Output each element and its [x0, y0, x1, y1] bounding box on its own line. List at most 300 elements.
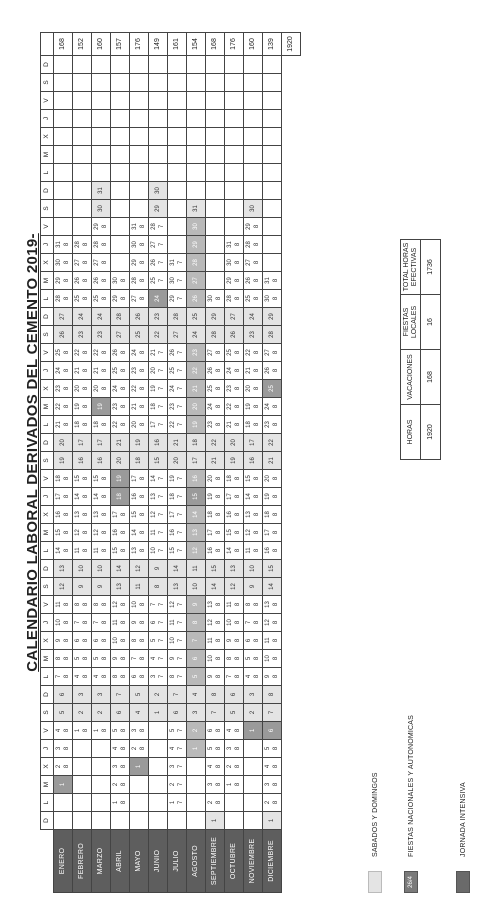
empty-cell — [225, 218, 244, 236]
intensive-swatch — [456, 871, 470, 893]
day-hours: 8 — [140, 404, 146, 409]
empty-cell — [206, 56, 225, 74]
workday-cell — [149, 362, 168, 380]
day-hours: 8 — [254, 422, 260, 427]
month-label: AGOSTO — [187, 830, 206, 893]
empty-cell — [73, 164, 92, 182]
day-hours: 8 — [254, 548, 260, 553]
vacation-day-cell — [187, 254, 206, 272]
vacation-day-cell — [187, 668, 206, 686]
day-number: 13 — [75, 511, 81, 518]
day-number: 5 — [60, 710, 66, 715]
day-hours: 8 — [235, 728, 241, 733]
weekend-day-cell — [92, 308, 111, 326]
day-hours: 8 — [83, 278, 89, 283]
weekend-day-cell — [225, 326, 244, 344]
day-number: 19 — [151, 385, 157, 392]
day-hours: 8 — [64, 296, 70, 301]
vacation-day-cell — [187, 236, 206, 254]
workday-cell — [73, 272, 92, 290]
day-hours: 7 — [159, 368, 165, 373]
empty-cell — [263, 74, 282, 92]
day-number: 12 — [265, 619, 271, 626]
legend-weekends-label: SABADOS Y DOMINGOS — [371, 772, 379, 857]
empty-cell — [149, 740, 168, 758]
empty-cell — [130, 812, 149, 830]
workday-cell — [92, 470, 111, 488]
weekday-header: S — [41, 74, 54, 92]
workday-cell — [130, 650, 149, 668]
workday-cell — [111, 776, 130, 794]
day-number: 12 — [113, 601, 119, 608]
workday-cell — [168, 254, 187, 272]
total-column-header — [41, 33, 54, 56]
workday-cell — [206, 398, 225, 416]
workday-cell — [92, 524, 111, 542]
day-number: 16 — [193, 475, 199, 482]
day-hours: 8 — [273, 494, 279, 499]
workday-cell — [206, 506, 225, 524]
empty-cell — [73, 74, 92, 92]
weekend-day-cell — [168, 308, 187, 326]
weekend-day-cell — [263, 704, 282, 722]
workday-cell — [92, 380, 111, 398]
holiday-day-cell — [111, 488, 130, 506]
day-hours: 8 — [102, 548, 108, 553]
day-number: 1 — [113, 800, 119, 805]
empty-cell — [244, 812, 263, 830]
empty-cell — [149, 128, 168, 146]
day-number: 11 — [113, 619, 119, 626]
day-number: 29 — [113, 295, 119, 302]
day-number: 17 — [56, 493, 62, 500]
weekend-day-cell — [168, 560, 187, 578]
day-number: 9 — [208, 674, 214, 679]
workday-cell — [73, 488, 92, 506]
weekend-day-cell — [130, 308, 149, 326]
empty-cell — [92, 812, 111, 830]
empty-cell — [54, 794, 73, 812]
day-hours: 8 — [102, 422, 108, 427]
day-number: 13 — [193, 529, 199, 536]
workday-cell — [168, 596, 187, 614]
day-hours: 8 — [235, 638, 241, 643]
day-hours: 8 — [83, 260, 89, 265]
workday-cell — [111, 416, 130, 434]
workday-cell — [130, 380, 149, 398]
workday-cell — [92, 416, 111, 434]
day-number: 24 — [193, 331, 199, 338]
workday-cell — [92, 650, 111, 668]
workday-cell — [73, 470, 92, 488]
weekend-day-cell — [54, 560, 73, 578]
empty-cell — [187, 776, 206, 794]
month-row — [92, 33, 111, 893]
empty-cell — [187, 92, 206, 110]
day-number: 11 — [265, 637, 271, 644]
weekend-day-cell — [187, 704, 206, 722]
day-hours: 8 — [254, 656, 260, 661]
day-hours: 8 — [273, 476, 279, 481]
day-number: 11 — [75, 547, 81, 554]
workday-cell — [111, 380, 130, 398]
workday-cell — [54, 632, 73, 650]
day-number: 20 — [246, 385, 252, 392]
day-hours: 8 — [254, 476, 260, 481]
day-number: 28 — [75, 241, 81, 248]
workday-cell — [54, 416, 73, 434]
day-number: 13 — [151, 493, 157, 500]
weekday-header: J — [41, 740, 54, 758]
workday-cell — [130, 398, 149, 416]
vacation-day-cell — [187, 650, 206, 668]
day-number: 17 — [113, 511, 119, 518]
weekend-day-cell — [130, 578, 149, 596]
day-hours: 8 — [235, 260, 241, 265]
empty-cell — [168, 200, 187, 218]
workday-cell — [263, 398, 282, 416]
day-number: 18 — [208, 511, 214, 518]
workday-cell — [54, 362, 73, 380]
workday-cell — [225, 596, 244, 614]
workday-cell — [130, 344, 149, 362]
day-number: 7 — [56, 674, 62, 679]
workday-cell — [111, 542, 130, 560]
vacation-day-cell — [187, 344, 206, 362]
workday-cell — [244, 650, 263, 668]
vacation-day-cell — [187, 524, 206, 542]
day-hours: 8 — [64, 746, 70, 751]
day-number: 22 — [170, 421, 176, 428]
month-label: JULIO — [168, 830, 187, 893]
day-hours: 8 — [64, 674, 70, 679]
weekend-day-cell — [54, 452, 73, 470]
day-hours: 8 — [216, 350, 222, 355]
weekend-day-cell — [244, 200, 263, 218]
day-hours: 8 — [121, 656, 127, 661]
workday-cell — [168, 758, 187, 776]
workday-cell — [73, 344, 92, 362]
day-hours: 8 — [235, 782, 241, 787]
day-number: 29 — [212, 313, 218, 320]
empty-cell — [168, 812, 187, 830]
workday-cell — [92, 614, 111, 632]
day-hours: 8 — [235, 530, 241, 535]
workday-cell — [73, 596, 92, 614]
empty-cell — [244, 128, 263, 146]
day-hours: 8 — [273, 368, 279, 373]
day-number: 12 — [94, 529, 100, 536]
empty-cell — [244, 164, 263, 182]
workday-cell — [111, 272, 130, 290]
day-hours: 8 — [140, 260, 146, 265]
day-number: 1 — [75, 728, 81, 733]
day-number: 28 — [269, 331, 275, 338]
legend-intensive-label: JORNADA INTENSIVA — [459, 782, 467, 857]
day-number: 20 — [132, 421, 138, 428]
month-label: FEBRERO — [73, 830, 92, 893]
workday-cell — [73, 290, 92, 308]
empty-cell — [244, 56, 263, 74]
day-number: 7 — [117, 692, 123, 697]
day-number: 12 — [151, 511, 157, 518]
weekend-day-cell — [149, 308, 168, 326]
empty-cell — [54, 218, 73, 236]
month-total-hours: 168 — [206, 33, 225, 56]
workday-cell — [263, 668, 282, 686]
empty-cell — [225, 164, 244, 182]
day-hours: 7 — [159, 620, 165, 625]
weekend-day-cell — [244, 560, 263, 578]
day-number: 1 — [212, 818, 218, 823]
vacation-day-cell — [187, 362, 206, 380]
workday-cell — [206, 524, 225, 542]
workday-cell — [149, 254, 168, 272]
workday-cell — [263, 416, 282, 434]
day-number: 20 — [117, 457, 123, 464]
day-number: 2 — [113, 782, 119, 787]
day-number: 18 — [151, 403, 157, 410]
day-number: 8 — [132, 638, 138, 643]
empty-cell — [206, 164, 225, 182]
workday-cell — [168, 776, 187, 794]
workday-cell — [54, 380, 73, 398]
day-number: 8 — [269, 692, 275, 697]
weekend-day-cell — [92, 578, 111, 596]
empty-cell — [92, 794, 111, 812]
day-number: 29 — [94, 223, 100, 230]
day-hours: 8 — [121, 620, 127, 625]
workday-cell — [168, 380, 187, 398]
workday-cell — [225, 668, 244, 686]
weekday-header: X — [41, 128, 54, 146]
day-hours: 7 — [178, 746, 184, 751]
workday-cell — [54, 470, 73, 488]
workday-cell — [168, 794, 187, 812]
day-hours: 8 — [64, 764, 70, 769]
day-number: 16 — [79, 457, 85, 464]
empty-cell — [263, 236, 282, 254]
day-hours: 8 — [121, 800, 127, 805]
day-number: 9 — [155, 566, 161, 571]
day-hours: 7 — [159, 476, 165, 481]
workday-cell — [263, 362, 282, 380]
day-hours: 7 — [159, 404, 165, 409]
day-number: 7 — [227, 674, 233, 679]
day-hours: 8 — [235, 602, 241, 607]
day-hours: 8 — [235, 242, 241, 247]
workday-cell — [244, 272, 263, 290]
day-number: 13 — [60, 565, 66, 572]
weekday-header: D — [41, 812, 54, 830]
day-number: 22 — [113, 421, 119, 428]
day-number: 23 — [56, 385, 62, 392]
workday-cell — [206, 380, 225, 398]
day-number: 6 — [174, 710, 180, 715]
day-number: 25 — [56, 349, 62, 356]
empty-cell — [92, 776, 111, 794]
day-number: 28 — [94, 241, 100, 248]
day-number: 20 — [174, 457, 180, 464]
day-number: 16 — [98, 457, 104, 464]
day-number: 12 — [60, 583, 66, 590]
day-number: 9 — [170, 656, 176, 661]
day-number: 6 — [117, 710, 123, 715]
weekday-header: M — [41, 146, 54, 164]
day-hours: 8 — [235, 548, 241, 553]
weekend-day-cell — [187, 452, 206, 470]
day-number: 23 — [98, 331, 104, 338]
day-number: 15 — [56, 529, 62, 536]
month-total-hours: 160 — [92, 33, 111, 56]
day-number: 2 — [193, 728, 199, 733]
day-hours: 8 — [273, 602, 279, 607]
day-number: 18 — [193, 439, 199, 446]
workday-cell — [206, 668, 225, 686]
day-number: 24 — [113, 385, 119, 392]
day-number: 10 — [151, 547, 157, 554]
day-hours: 8 — [102, 368, 108, 373]
vacation-day-cell — [187, 416, 206, 434]
day-hours: 8 — [102, 242, 108, 247]
day-hours: 8 — [216, 620, 222, 625]
day-number: 9 — [265, 674, 271, 679]
day-number: 19 — [60, 457, 66, 464]
day-number: 22 — [269, 439, 275, 446]
day-hours: 7 — [159, 386, 165, 391]
day-number: 11 — [208, 637, 214, 644]
day-number: 4 — [227, 728, 233, 733]
day-hours: 8 — [235, 494, 241, 499]
day-number: 18 — [170, 493, 176, 500]
workday-cell — [168, 614, 187, 632]
day-number: 21 — [193, 385, 199, 392]
workday-cell — [244, 254, 263, 272]
vacation-day-cell — [187, 470, 206, 488]
empty-cell — [225, 110, 244, 128]
workday-cell — [54, 254, 73, 272]
day-hours: 8 — [273, 512, 279, 517]
day-number: 18 — [56, 475, 62, 482]
day-number: 15 — [212, 565, 218, 572]
workday-cell — [206, 416, 225, 434]
day-number: 6 — [60, 692, 66, 697]
day-hours: 7 — [178, 368, 184, 373]
empty-cell — [130, 110, 149, 128]
workday-cell — [225, 488, 244, 506]
holiday-day-cell — [92, 398, 111, 416]
workday-cell — [168, 488, 187, 506]
weekend-day-cell — [149, 578, 168, 596]
workday-cell — [92, 254, 111, 272]
weekend-day-cell — [92, 434, 111, 452]
day-number: 8 — [170, 674, 176, 679]
day-hours: 8 — [121, 386, 127, 391]
day-number: 4 — [75, 674, 81, 679]
day-number: 13 — [231, 565, 237, 572]
day-number: 21 — [174, 439, 180, 446]
day-hours: 8 — [235, 746, 241, 751]
day-number: 25 — [208, 385, 214, 392]
workday-cell — [54, 272, 73, 290]
weekend-day-cell — [73, 578, 92, 596]
day-hours: 8 — [273, 638, 279, 643]
day-hours: 8 — [64, 278, 70, 283]
day-hours: 8 — [121, 350, 127, 355]
day-number: 26 — [94, 277, 100, 284]
day-hours: 8 — [273, 350, 279, 355]
day-hours: 7 — [178, 476, 184, 481]
workday-cell — [206, 614, 225, 632]
empty-cell — [111, 164, 130, 182]
workday-cell — [130, 740, 149, 758]
workday-cell — [168, 542, 187, 560]
day-number: 15 — [170, 547, 176, 554]
day-number: 27 — [94, 259, 100, 266]
weekday-header: V — [41, 596, 54, 614]
day-number: 7 — [174, 692, 180, 697]
empty-cell — [225, 182, 244, 200]
empty-cell — [149, 146, 168, 164]
month-total-hours: 176 — [130, 33, 149, 56]
empty-cell — [111, 56, 130, 74]
month-row — [54, 33, 73, 893]
workday-cell — [130, 362, 149, 380]
weekend-day-cell — [187, 686, 206, 704]
weekday-header: D — [41, 182, 54, 200]
day-number: 7 — [212, 710, 218, 715]
day-number: 27 — [265, 349, 271, 356]
day-hours: 7 — [178, 602, 184, 607]
day-number: 22 — [155, 331, 161, 338]
month-row — [73, 33, 92, 893]
weekend-day-cell — [54, 434, 73, 452]
empty-cell — [225, 128, 244, 146]
workday-cell — [54, 290, 73, 308]
day-hours: 8 — [121, 548, 127, 553]
day-hours: 8 — [121, 404, 127, 409]
empty-cell — [111, 254, 130, 272]
day-number: 22 — [56, 403, 62, 410]
day-number: 4 — [208, 764, 214, 769]
workday-cell — [168, 416, 187, 434]
workday-cell — [206, 344, 225, 362]
day-number: 7 — [193, 638, 199, 643]
workday-cell — [149, 632, 168, 650]
weekend-day-cell — [149, 686, 168, 704]
weekend-day-cell — [244, 326, 263, 344]
day-hours: 8 — [140, 728, 146, 733]
weekend-day-cell — [92, 200, 111, 218]
weekend-day-cell — [225, 686, 244, 704]
workday-cell — [206, 650, 225, 668]
day-number: 26 — [136, 313, 142, 320]
day-number: 25 — [151, 277, 157, 284]
day-hours: 8 — [102, 260, 108, 265]
summary-header-local-holidays: FIESTAS LOCALES — [401, 295, 421, 350]
day-number: 10 — [208, 655, 214, 662]
day-hours: 7 — [178, 548, 184, 553]
day-number: 16 — [250, 457, 256, 464]
day-hours: 7 — [178, 800, 184, 805]
weekend-day-cell — [130, 560, 149, 578]
workday-cell — [244, 236, 263, 254]
day-hours: 8 — [216, 728, 222, 733]
weekend-day-cell — [263, 308, 282, 326]
weekend-day-cell — [206, 308, 225, 326]
day-number: 25 — [269, 385, 275, 392]
weekday-header: J — [41, 110, 54, 128]
